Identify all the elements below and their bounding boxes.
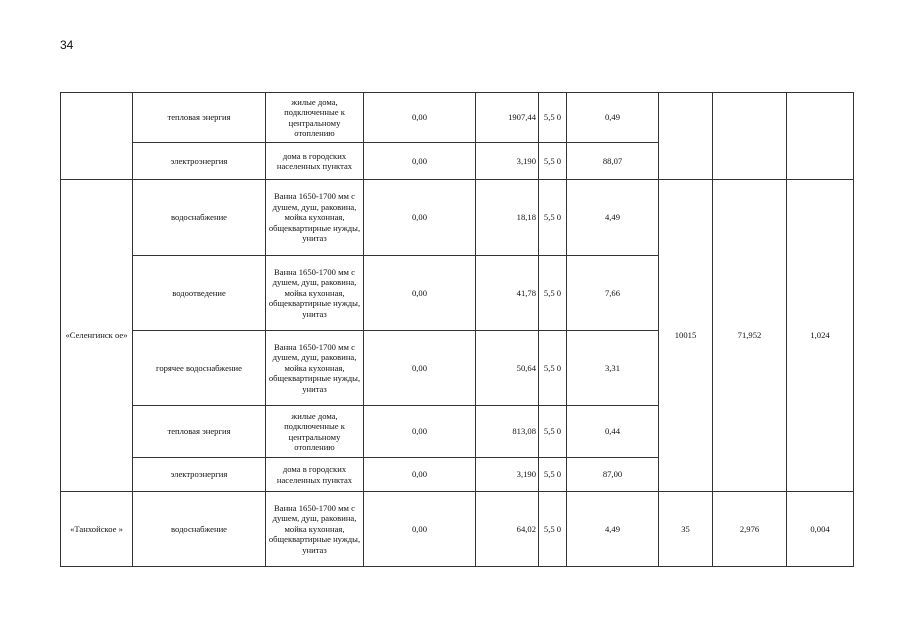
- value-cell: 64,02: [476, 492, 539, 567]
- service-cell: горячее водоснабжение: [133, 331, 266, 406]
- consumer-cell: Ванна 1650-1700 мм с душем, душ, раковина, мойка кухонная, общеквартирные нужды, унитаз: [266, 492, 364, 567]
- value-cell: 5,5 0: [539, 93, 567, 143]
- table-row: [61, 180, 854, 256]
- total-cell: 10015: [659, 180, 713, 492]
- value-cell: 87,00: [567, 458, 659, 492]
- value-cell: 88,07: [567, 143, 659, 180]
- value-cell: 3,190: [476, 458, 539, 492]
- value-cell: 41,78: [476, 256, 539, 331]
- value-cell: 0,00: [364, 93, 476, 143]
- value-cell: 5,5 0: [539, 256, 567, 331]
- total-cell: 71,952: [713, 180, 787, 492]
- value-cell: 0,00: [364, 143, 476, 180]
- service-cell: электроэнергия: [133, 143, 266, 180]
- total-cell: [659, 93, 713, 180]
- total-cell: 1,024: [787, 180, 854, 492]
- service-cell: тепловая энергия: [133, 93, 266, 143]
- value-cell: 0,00: [364, 256, 476, 331]
- total-cell: 35: [659, 492, 713, 567]
- service-cell: водоснабжение: [133, 492, 266, 567]
- municipality-cell: «Селенгинск ое»: [61, 180, 133, 492]
- consumer-cell: жилые дома, подключенные к центральному отоплению: [266, 406, 364, 458]
- value-cell: 0,44: [567, 406, 659, 458]
- value-cell: 3,31: [567, 331, 659, 406]
- value-cell: 0,00: [364, 331, 476, 406]
- value-cell: 5,5 0: [539, 492, 567, 567]
- value-cell: 0,00: [364, 492, 476, 567]
- value-cell: 5,5 0: [539, 143, 567, 180]
- value-cell: 5,5 0: [539, 406, 567, 458]
- value-cell: 50,64: [476, 331, 539, 406]
- consumer-cell: жилые дома, подключенные к центральному отоплению: [266, 93, 364, 143]
- value-cell: 0,00: [364, 406, 476, 458]
- value-cell: 0,00: [364, 458, 476, 492]
- service-cell: электроэнергия: [133, 458, 266, 492]
- table-row: [61, 492, 854, 567]
- consumer-cell: дома в городских населенных пунктах: [266, 143, 364, 180]
- consumer-cell: Ванна 1650-1700 мм с душем, душ, раковина, мойка кухонная, общеквартирные нужды, унитаз: [266, 180, 364, 256]
- municipality-cell: [61, 93, 133, 180]
- total-cell: 0,004: [787, 492, 854, 567]
- page-number: 34: [60, 38, 74, 52]
- value-cell: 4,49: [567, 180, 659, 256]
- total-cell: [787, 93, 854, 180]
- value-cell: 1907,44: [476, 93, 539, 143]
- consumer-cell: дома в городских населенных пунктах: [266, 458, 364, 492]
- value-cell: 18,18: [476, 180, 539, 256]
- value-cell: 0,49: [567, 93, 659, 143]
- tariff-table: [60, 92, 854, 567]
- total-cell: 2,976: [713, 492, 787, 567]
- service-cell: водоснабжение: [133, 180, 266, 256]
- consumer-cell: Ванна 1650-1700 мм с душем, душ, раковина, мойка кухонная, общеквартирные нужды, унитаз: [266, 331, 364, 406]
- consumer-cell: Ванна 1650-1700 мм с душем, душ, раковина, мойка кухонная, общеквартирные нужды, унитаз: [266, 256, 364, 331]
- value-cell: 813,08: [476, 406, 539, 458]
- value-cell: 5,5 0: [539, 458, 567, 492]
- value-cell: 3,190: [476, 143, 539, 180]
- value-cell: 0,00: [364, 180, 476, 256]
- value-cell: 5,5 0: [539, 331, 567, 406]
- total-cell: [713, 93, 787, 180]
- value-cell: 7,66: [567, 256, 659, 331]
- municipality-cell: «Танхойское »: [61, 492, 133, 567]
- value-cell: 5,5 0: [539, 180, 567, 256]
- value-cell: 4,49: [567, 492, 659, 567]
- service-cell: водоотведение: [133, 256, 266, 331]
- table-row: [61, 93, 854, 143]
- service-cell: тепловая энергия: [133, 406, 266, 458]
